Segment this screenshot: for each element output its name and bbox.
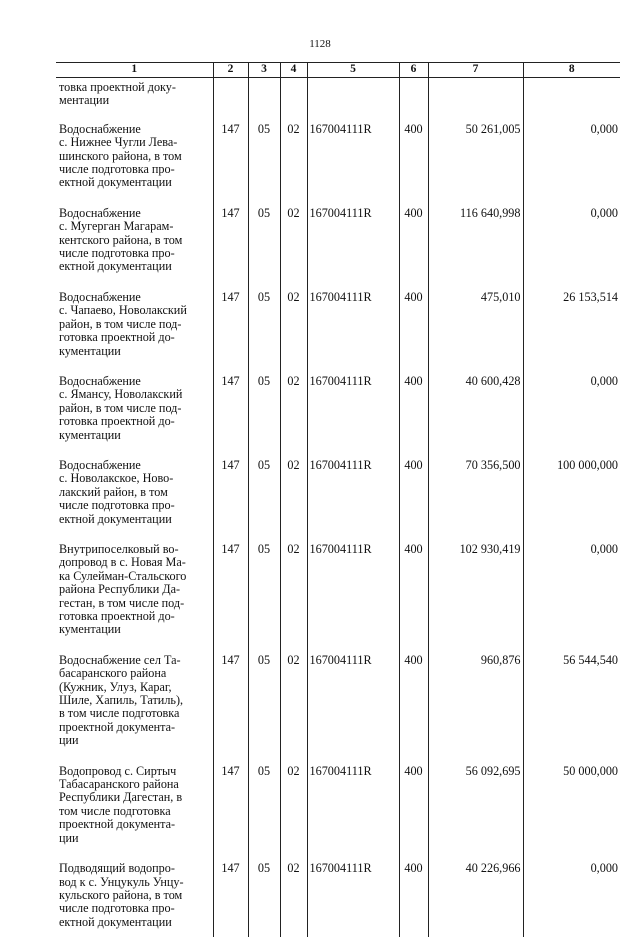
cell-amount-8: 0,000 — [523, 540, 620, 651]
cell-description: Водоснабжение с. Чапаево, Новолакский район, в том числе под- готовка проектной до- кументации — [56, 288, 213, 372]
col-header-2: 2 — [213, 63, 248, 78]
cell-description: Водоснабжение сел Та- басаранского района (Кужник, Улуз, Караг, Шиле, Хапиль, Татиль), в том числе подготовка проектной документа- ции — [56, 651, 213, 762]
page-number: 1128 — [0, 38, 640, 50]
cell-amount-8: 50 000,000 — [523, 762, 620, 859]
col-header-5: 5 — [307, 63, 399, 78]
cell-code-6 — [399, 78, 428, 120]
cell-code-4: 02 — [280, 540, 307, 651]
cell-code-6: 400 — [399, 204, 428, 288]
cell-amount-7: 116 640,998 — [428, 204, 523, 288]
cell-amount-8: 0,000 — [523, 859, 620, 937]
cell-amount-8: 0,000 — [523, 204, 620, 288]
cell-description: Водопровод с. Сиртыч Табасаранского района Республики Дагестан, в том числе подготовка проектной документа- ции — [56, 762, 213, 859]
cell-code-2: 147 — [213, 456, 248, 540]
cell-code-4: 02 — [280, 372, 307, 456]
cell-description: Подводящий водопро- вод к с. Унцукуль Унцу- кульского района, в том числе подготовка про- ектной документации — [56, 859, 213, 937]
cell-amount-8: 0,000 — [523, 120, 620, 204]
cell-code-4: 02 — [280, 859, 307, 937]
cell-code-6: 400 — [399, 651, 428, 762]
cell-code-4: 02 — [280, 456, 307, 540]
cell-amount-7: 40 226,966 — [428, 859, 523, 937]
table-row — [56, 456, 620, 540]
table-row — [56, 540, 620, 651]
table-row — [56, 78, 620, 120]
cell-code-5: 167004111R — [307, 204, 399, 288]
cell-amount-7: 56 092,695 — [428, 762, 523, 859]
col-header-4: 4 — [280, 63, 307, 78]
cell-code-5: 167004111R — [307, 120, 399, 204]
cell-amount-7: 40 600,428 — [428, 372, 523, 456]
cell-code-3: 05 — [248, 120, 280, 204]
cell-code-4: 02 — [280, 288, 307, 372]
cell-code-5: 167004111R — [307, 651, 399, 762]
cell-description: Внутрипоселковый во- допровод в с. Новая Ма- ка Сулейман-Стальского района Республики Да- гестан, в том числе под- готовка проектной до- кументации — [56, 540, 213, 651]
table-row — [56, 288, 620, 372]
cell-amount-8: 0,000 — [523, 372, 620, 456]
cell-code-5: 167004111R — [307, 456, 399, 540]
cell-code-2: 147 — [213, 372, 248, 456]
cell-code-2: 147 — [213, 651, 248, 762]
cell-code-6: 400 — [399, 540, 428, 651]
cell-code-5: 167004111R — [307, 372, 399, 456]
table-row — [56, 651, 620, 762]
cell-code-2: 147 — [213, 540, 248, 651]
cell-code-2: 147 — [213, 859, 248, 937]
col-header-1: 1 — [56, 63, 213, 78]
cell-amount-7: 102 930,419 — [428, 540, 523, 651]
cell-code-4: 02 — [280, 651, 307, 762]
col-header-3: 3 — [248, 63, 280, 78]
header-row — [56, 63, 620, 78]
cell-code-3: 05 — [248, 204, 280, 288]
table-row — [56, 372, 620, 456]
cell-code-4: 02 — [280, 120, 307, 204]
table-row — [56, 120, 620, 204]
cell-code-6: 400 — [399, 372, 428, 456]
cell-code-6: 400 — [399, 120, 428, 204]
cell-code-2: 147 — [213, 120, 248, 204]
cell-description: товка проектной доку- ментации — [56, 78, 213, 120]
cell-amount-8: 56 544,540 — [523, 651, 620, 762]
cell-code-6: 400 — [399, 288, 428, 372]
cell-amount-7: 960,876 — [428, 651, 523, 762]
cell-code-3: 05 — [248, 288, 280, 372]
budget-table — [56, 62, 620, 937]
cell-code-3 — [248, 78, 280, 120]
cell-code-3: 05 — [248, 859, 280, 937]
cell-description: Водоснабжение с. Нижнее Чугли Лева- шинского района, в том числе подготовка про- ектной документации — [56, 120, 213, 204]
table-body — [56, 78, 620, 937]
cell-code-3: 05 — [248, 456, 280, 540]
cell-code-3: 05 — [248, 540, 280, 651]
cell-code-4: 02 — [280, 204, 307, 288]
cell-code-3: 05 — [248, 762, 280, 859]
cell-code-2: 147 — [213, 762, 248, 859]
cell-code-4 — [280, 78, 307, 120]
cell-amount-8: 100 000,000 — [523, 456, 620, 540]
cell-code-6: 400 — [399, 859, 428, 937]
cell-code-6: 400 — [399, 456, 428, 540]
cell-amount-7: 50 261,005 — [428, 120, 523, 204]
cell-code-5: 167004111R — [307, 762, 399, 859]
cell-code-5: 167004111R — [307, 288, 399, 372]
cell-code-5: 167004111R — [307, 859, 399, 937]
cell-code-4: 02 — [280, 762, 307, 859]
cell-code-6: 400 — [399, 762, 428, 859]
cell-code-2: 147 — [213, 288, 248, 372]
cell-code-3: 05 — [248, 372, 280, 456]
cell-amount-8 — [523, 78, 620, 120]
cell-code-5: 167004111R — [307, 540, 399, 651]
col-header-7: 7 — [428, 63, 523, 78]
cell-code-2 — [213, 78, 248, 120]
cell-description: Водоснабжение с. Ямансу, Новолакский район, в том числе под- готовка проектной до- кументации — [56, 372, 213, 456]
cell-description: Водоснабжение с. Новолакское, Ново- лакский район, в том числе подготовка про- ектной документации — [56, 456, 213, 540]
col-header-8: 8 — [523, 63, 620, 78]
table-row — [56, 762, 620, 859]
cell-amount-7 — [428, 78, 523, 120]
col-header-6: 6 — [399, 63, 428, 78]
cell-code-2: 147 — [213, 204, 248, 288]
cell-amount-7: 475,010 — [428, 288, 523, 372]
table-row — [56, 204, 620, 288]
cell-code-5 — [307, 78, 399, 120]
table-row — [56, 859, 620, 937]
cell-amount-7: 70 356,500 — [428, 456, 523, 540]
cell-amount-8: 26 153,514 — [523, 288, 620, 372]
cell-description: Водоснабжение с. Мугерган Магарам- кентского района, в том числе подготовка про- ектной документации — [56, 204, 213, 288]
cell-code-3: 05 — [248, 651, 280, 762]
